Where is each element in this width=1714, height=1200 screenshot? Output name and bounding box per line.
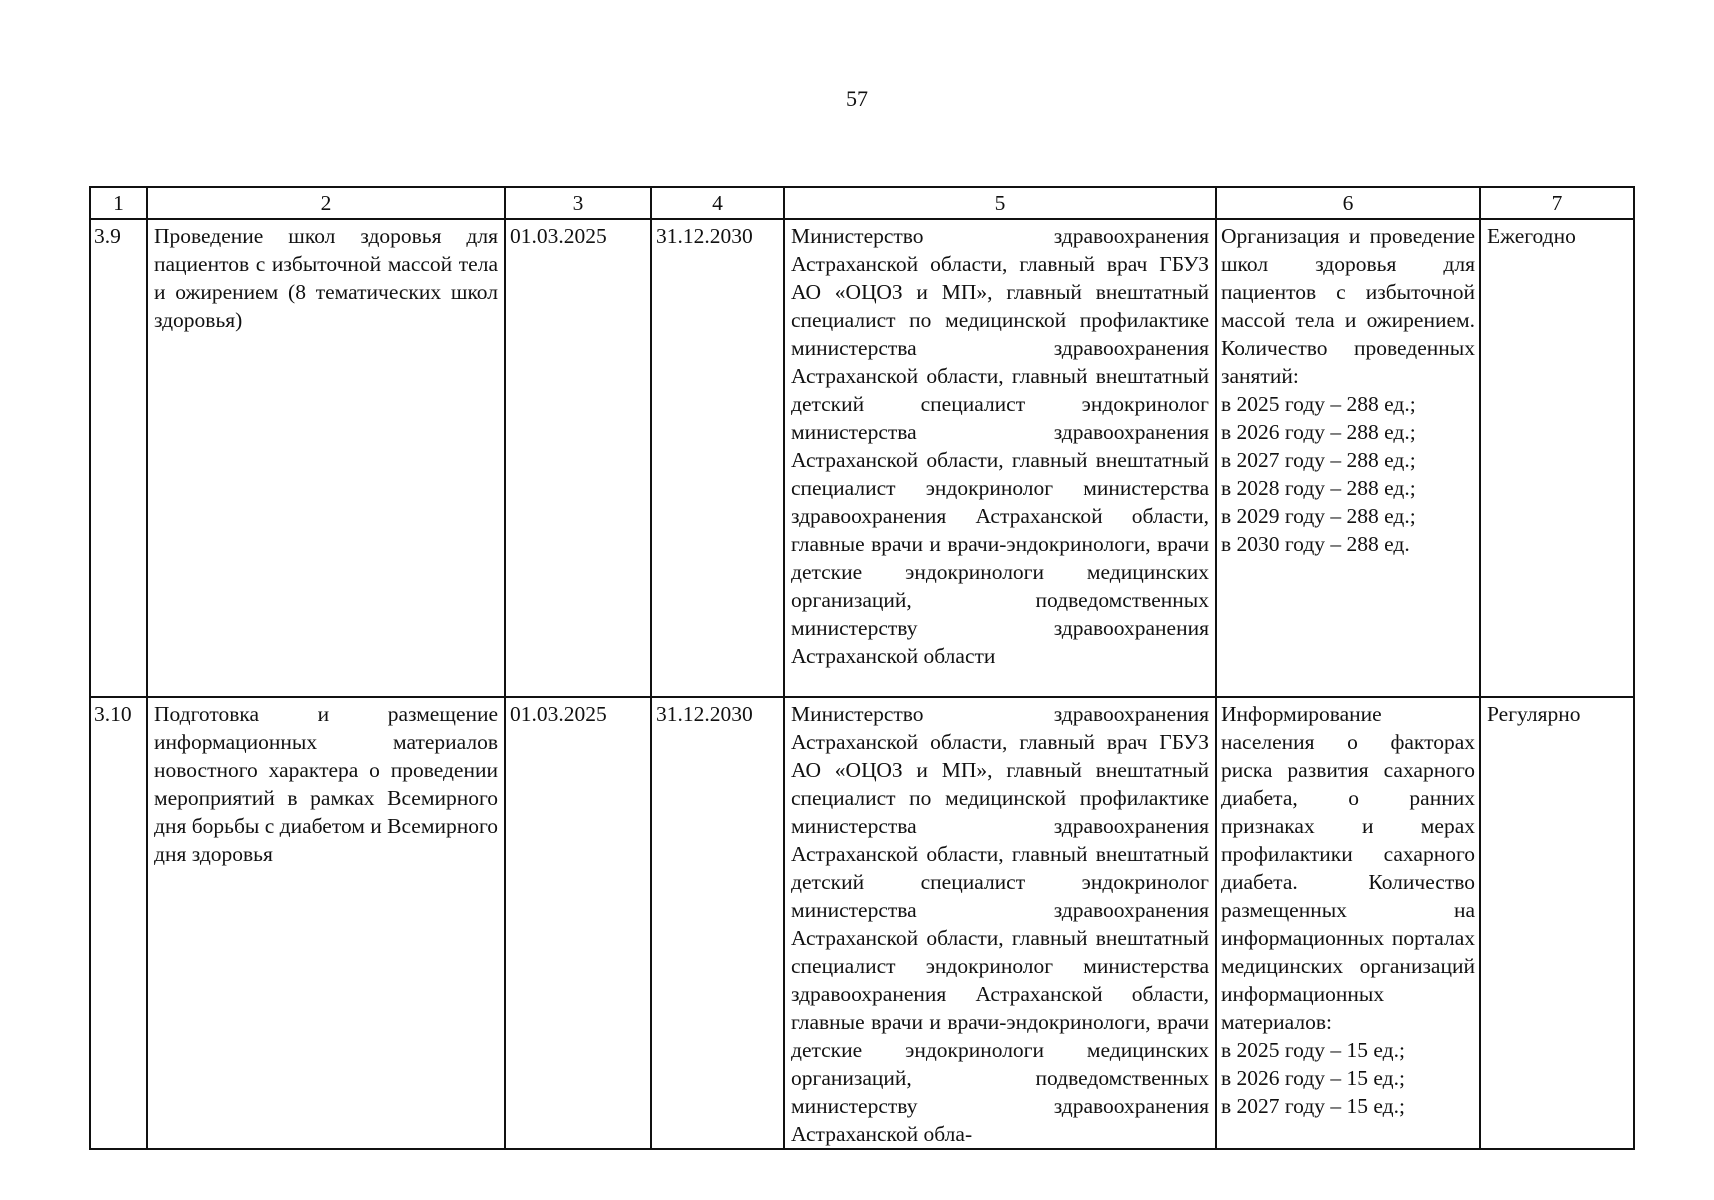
result-year-line: в 2027 году – 15 ед.; <box>1221 1094 1405 1118</box>
start-date: 01.03.2025 <box>505 697 651 1149</box>
column-header: 2 <box>147 187 505 219</box>
measure-name: Проведение школ здоровья для пациентов с избыточной массой тела и ожирением (8 тематических школ здоровья) <box>147 219 505 697</box>
table-row <box>90 219 1634 697</box>
result-description: Информирование населения о факторах риска развития сахарного диабета, о ранних признаках и мерах профилактики сахарного диабета. Количество размещенных на информационных порталах медицинских организаций информационных материалов: <box>1221 702 1475 1034</box>
page-number: 57 <box>846 86 868 111</box>
result-year-line: в 2026 году – 288 ед.; <box>1221 420 1416 444</box>
end-date: 31.12.2030 <box>651 219 784 697</box>
expected-result <box>1216 697 1480 1149</box>
column-header: 6 <box>1216 187 1480 219</box>
column-header: 3 <box>505 187 651 219</box>
result-year-line: в 2028 году – 288 ед.; <box>1221 476 1416 500</box>
result-year-line: в 2030 году – 288 ед. <box>1221 532 1410 556</box>
frequency: Ежегодно <box>1480 219 1634 697</box>
result-year-line: в 2025 году – 288 ед.; <box>1221 392 1416 416</box>
result-year-line: в 2026 году – 15 ед.; <box>1221 1066 1405 1090</box>
table-row <box>90 697 1634 1149</box>
expected-result <box>1216 219 1480 697</box>
frequency: Регулярно <box>1480 697 1634 1149</box>
result-year-line: в 2027 году – 288 ед.; <box>1221 448 1416 472</box>
column-header: 7 <box>1480 187 1634 219</box>
measures-table <box>89 186 1635 1150</box>
responsible-parties: Министерство здравоохранения Астраханской области, главный врач ГБУЗ АО «ОЦОЗ и МП», главный внештатный специалист по медицинской профилактике министерства здравоохранения Астраханской области, главный внештатный детский специалист эндокринолог министерства здравоохранения Астраханской области, главный внештатный специалист эндокринолог министерства здравоохранения Астраханской области, главные врачи и врачи-эндокринологи, врачи детские эндокринологи медицинских организаций, подведомственных министерству здравоохранения Астраханской обла- <box>784 697 1216 1149</box>
result-year-line: в 2025 году – 15 ед.; <box>1221 1038 1405 1062</box>
end-date: 31.12.2030 <box>651 697 784 1149</box>
column-header: 1 <box>90 187 147 219</box>
item-number: 3.9 <box>90 219 147 697</box>
responsible-parties: Министерство здравоохранения Астраханской области, главный врач ГБУЗ АО «ОЦОЗ и МП», главный внештатный специалист по медицинской профилактике министерства здравоохранения Астраханской области, главный внештатный детский специалист эндокринолог министерства здравоохранения Астраханской области, главный внештатный специалист эндокринолог министерства здравоохранения Астраханской области, главные врачи и врачи-эндокринологи, врачи детские эндокринологи медицинских организаций, подведомственных министерству здравоохранения Астраханской области <box>784 219 1216 697</box>
result-description: Организация и проведение школ здоровья для пациентов с избыточной массой тела и ожирением. Количество проведенных занятий: <box>1221 224 1475 388</box>
start-date: 01.03.2025 <box>505 219 651 697</box>
item-number: 3.10 <box>90 697 147 1149</box>
measure-name: Подготовка и размещение информационных материалов новостного характера о проведении мероприятий в рамках Всемирного дня борьбы с диабетом и Всемирного дня здоровья <box>147 697 505 1149</box>
column-header: 4 <box>651 187 784 219</box>
result-year-line: в 2029 году – 288 ед.; <box>1221 504 1416 528</box>
column-number-header-row <box>90 187 1634 219</box>
column-header: 5 <box>784 187 1216 219</box>
